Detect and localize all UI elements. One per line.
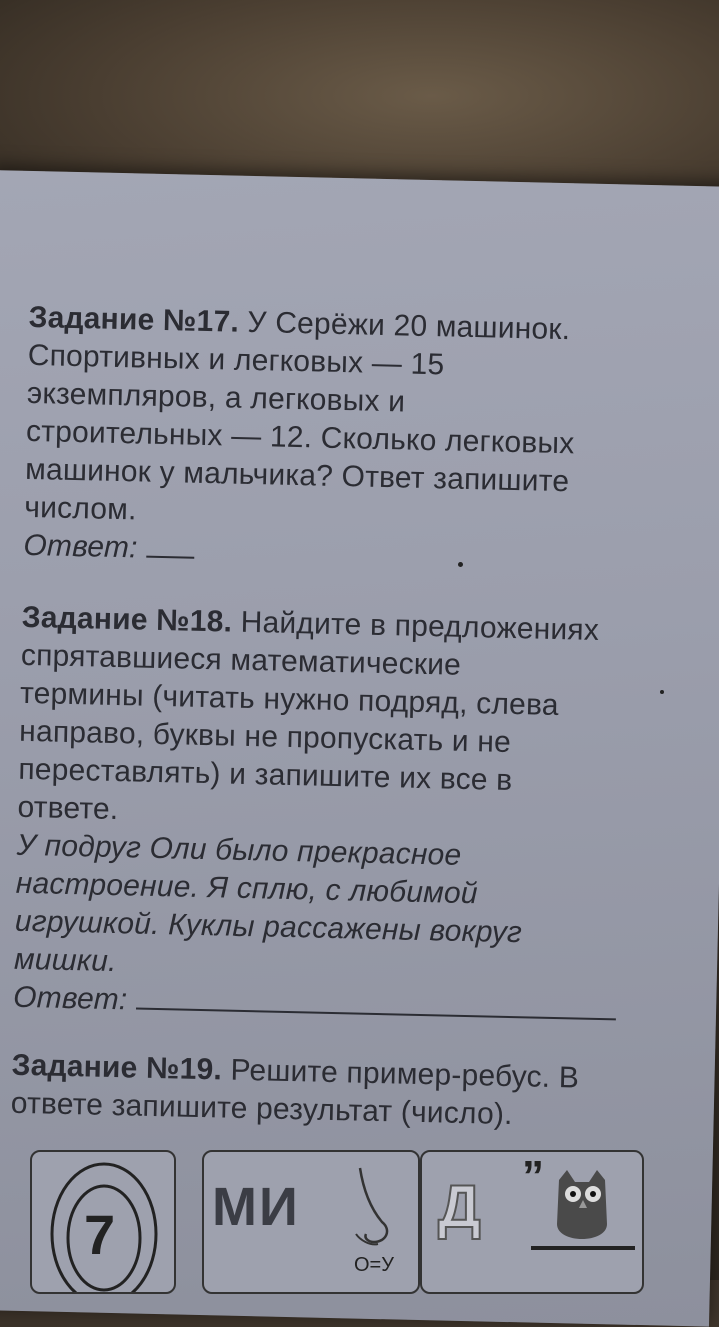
rebus-letter: Д: [438, 1173, 481, 1240]
task-19: [10, 1047, 632, 1137]
task-18: [13, 599, 642, 1031]
task-18-italic-3: игрушкой. Куклы рассажены вокруг: [14, 904, 523, 950]
task-17-heading: Задание №17.: [28, 300, 240, 339]
task-17-answer-field[interactable]: [146, 530, 195, 559]
task-17-answer-label: Ответ:: [23, 528, 139, 565]
task-18-italic-2: настроение. Я сплю, с любимой: [15, 866, 479, 911]
task-18-line-3: термины (читать нужно подряд, слева: [19, 676, 560, 723]
task-19-text: Решите пример-ребус. В: [230, 1053, 580, 1095]
task-17-text: У Серёжи 20 машинок.: [247, 305, 571, 347]
rebus-quote-mark: ”: [522, 1152, 544, 1201]
task-18-italic-4: мишки.: [13, 942, 117, 979]
task-18-line-6: ответе.: [17, 790, 119, 827]
task-18-heading: Задание №18.: [21, 600, 233, 639]
task-18-italic-1: У подруг Оли было прекрасное: [16, 828, 462, 872]
task-17-line-6: числом.: [23, 490, 137, 527]
task-19-line-2: ответе запишите результат (число).: [10, 1086, 514, 1132]
paper-speck: [660, 690, 664, 694]
task-17-line-3: экземпляров, а легковых и: [26, 376, 406, 419]
task-17-line-5: машинок у мальчика? Ответ запишите: [24, 452, 570, 499]
rebus-picture-3: [420, 1150, 644, 1294]
task-18-line-5: переставлять) и запишите их все в: [18, 752, 513, 798]
owl-icon: [527, 1164, 637, 1264]
task-18-line-4: направо, буквы не пропускать и не: [18, 714, 512, 759]
task-18-line-2: спрятавшиеся математические: [20, 638, 462, 682]
rebus-picture-2: [202, 1150, 420, 1294]
task-17-line-4: строительных — 12. Сколько легковых: [25, 414, 575, 461]
rebus-syllable: МИ: [212, 1177, 300, 1237]
paper-speck: [458, 562, 463, 567]
nose-icon: [342, 1164, 412, 1254]
rebus-pictures: [30, 1150, 719, 1290]
task-18-answer-label: Ответ:: [12, 980, 128, 1017]
rebus-digit: 7: [84, 1203, 116, 1266]
rebus-picture-1: [30, 1150, 176, 1294]
task-18-text: Найдите в предложениях: [240, 605, 600, 647]
rebus-caption: О=У: [354, 1254, 394, 1276]
task-19-heading: Задание №19.: [11, 1048, 223, 1087]
worksheet-content: [10, 299, 649, 1163]
task-17: [23, 299, 649, 579]
task-17-line-2: Спортивных и легковых — 15: [27, 338, 445, 382]
